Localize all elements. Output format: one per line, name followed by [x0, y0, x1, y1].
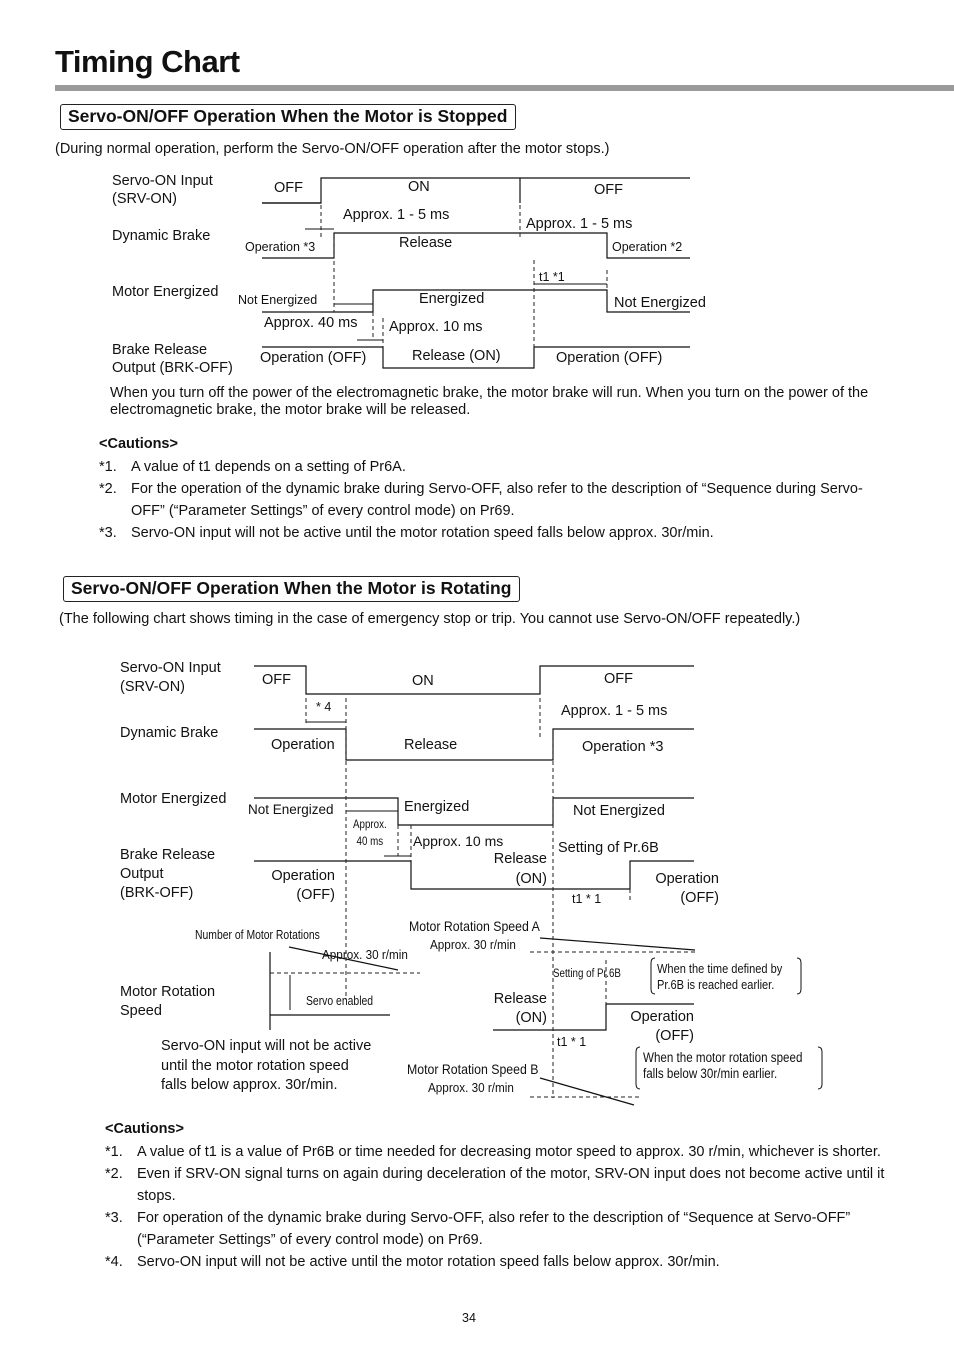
- label-t1: t1 * 1: [557, 1035, 587, 1049]
- label-approx-1-5ms: Approx. 1 - 5 ms: [561, 703, 668, 719]
- label-operation: Operation: [271, 737, 335, 753]
- label-release-on: Release (ON): [493, 991, 547, 1026]
- caution-item: *3. Servo-ON input will not be active until the motor rotation speed falls below approx. 30r/min.: [99, 525, 714, 541]
- section2-signal-dyn-brake: Dynamic Brake: [120, 725, 219, 741]
- page-number: 34: [462, 1311, 476, 1325]
- cautions-title: <Cautions>: [105, 1121, 184, 1137]
- label-operation-2: Operation *2: [612, 240, 683, 254]
- label-star4: * 4: [316, 700, 332, 714]
- section1-signal-dyn-brake: Dynamic Brake: [112, 228, 211, 244]
- label-off: OFF: [274, 180, 303, 196]
- label-operation-off: Operation (OFF): [630, 1009, 694, 1044]
- note-servo-not-active: Servo-ON input will not be active until the motor rotation speed falls below approx. 30r/min.: [161, 1038, 372, 1093]
- caution-item: *2. For the operation of the dynamic brake during Servo-OFF, also refer to the description of “Sequence during Servo-OFF” (“Parameter Settings” of every control mode) on Pr69.: [99, 481, 863, 519]
- caution-item: *2. Even if SRV-ON signal turns on again during deceleration of the motor, SRV-ON input does not become active until it stops.: [105, 1166, 885, 1204]
- label-not-energized: Not Energized: [573, 803, 665, 819]
- label-release-on: Release (ON): [412, 348, 501, 364]
- section2-signal-motor-energized: Motor Energized: [120, 791, 227, 807]
- caution-item: *1. A value of t1 depends on a setting of Pr6A.: [99, 459, 406, 475]
- label-off: OFF: [594, 182, 623, 198]
- label-energized: Energized: [419, 291, 485, 307]
- label-release-on: Release (ON): [493, 851, 547, 887]
- label-number-of-rotations: Number of Motor Rotations: [195, 927, 320, 942]
- caution-item: *1. A value of t1 is a value of Pr6B or time needed for decreasing motor speed to approx. 30 r/min, whichever is shorter.: [105, 1144, 881, 1160]
- label-operation-3: Operation *3: [245, 240, 316, 254]
- section1-heading: Servo-ON/OFF Operation When the Motor is Stopped: [60, 104, 516, 130]
- section1-note: When you turn off the power of the electromagnetic brake, the motor brake will run. When you turn on the power of the electromagnetic brake, the motor brake will be released.: [110, 385, 869, 418]
- label-approx-40ms: Approx. 40 ms: [353, 819, 387, 848]
- label-t1: t1 * 1: [572, 892, 602, 906]
- label-energized: Energized: [404, 799, 470, 815]
- label-operation-off: Operation (OFF): [556, 350, 663, 366]
- label-speed-b: Motor Rotation Speed B: [407, 1061, 539, 1077]
- label-not-energized: Not Energized: [238, 293, 318, 307]
- label-not-energized: Not Energized: [248, 802, 334, 817]
- label-servo-enabled: Servo enabled: [306, 993, 374, 1008]
- caution-item: *3. For operation of the dynamic brake during Servo-OFF, also refer to the description of “Sequence at Servo-OFF” (“Parameter Settings” of every control mode) on Pr69.: [105, 1210, 851, 1248]
- note-speed-falls: When the motor rotation speed falls below 30r/min earlier.: [643, 1050, 803, 1081]
- label-speed-b-30: Approx. 30 r/min: [428, 1080, 514, 1095]
- section2-heading: Servo-ON/OFF Operation When the Motor is Rotating: [63, 576, 520, 602]
- label-release: Release: [404, 737, 458, 753]
- cautions-title: <Cautions>: [99, 436, 178, 452]
- label-on: ON: [412, 673, 434, 689]
- section2-signal-srv-on: Servo-ON Input (SRV-ON): [120, 660, 221, 695]
- label-approx-10ms: Approx. 10 ms: [389, 319, 483, 335]
- section1-signal-motor-energized: Motor Energized: [112, 284, 219, 300]
- label-operation-off: Operation (OFF): [260, 350, 367, 366]
- page-title: Timing Chart: [55, 44, 240, 79]
- label-approx-1-5ms: Approx. 1 - 5 ms: [343, 207, 450, 223]
- label-off: OFF: [262, 672, 291, 688]
- label-approx-10ms: Approx. 10 ms: [413, 833, 504, 849]
- label-release: Release: [399, 235, 453, 251]
- label-approx-1-5ms: Approx. 1 - 5 ms: [526, 216, 633, 232]
- label-approx-30: Approx. 30 r/min: [322, 947, 408, 962]
- label-operation-off: Operation (OFF): [271, 868, 335, 903]
- label-speed-a-30: Approx. 30 r/min: [430, 937, 516, 952]
- section1-signal-brake-release: Brake Release Output (BRK-OFF): [112, 342, 233, 376]
- label-setting-pr6b-small: Setting of Pr.6B: [553, 968, 621, 980]
- caution-item: *4. Servo-ON input will not be active until the motor rotation speed falls below approx. 30r/min.: [105, 1254, 720, 1270]
- section1-signal-srv-on: Servo-ON Input (SRV-ON): [112, 173, 213, 207]
- section2-cautions: [105, 1121, 895, 1273]
- label-on: ON: [408, 179, 430, 195]
- label-off: OFF: [604, 671, 633, 687]
- section2-intro: (The following chart shows timing in the case of emergency stop or trip. You cannot use Servo-ON/OFF repeatedly.): [59, 611, 801, 627]
- label-setting-pr6b: Setting of Pr.6B: [558, 840, 659, 856]
- section1-intro: (During normal operation, perform the Servo-ON/OFF operation after the motor stops.): [55, 141, 610, 157]
- label-t1: t1 *1: [539, 270, 565, 284]
- section2-signal-rotation-speed: Motor Rotation Speed: [120, 984, 216, 1019]
- label-approx-40ms: Approx. 40 ms: [264, 315, 358, 331]
- section2-signal-brake-release: Brake Release Output (BRK-OFF): [120, 847, 216, 901]
- label-operation-3: Operation *3: [582, 739, 664, 755]
- label-not-energized: Not Energized: [614, 295, 706, 311]
- note-time-defined: When the time defined by Pr.6B is reached earlier.: [657, 961, 783, 992]
- label-speed-a: Motor Rotation Speed A: [409, 918, 540, 934]
- label-operation-off: Operation (OFF): [655, 871, 719, 906]
